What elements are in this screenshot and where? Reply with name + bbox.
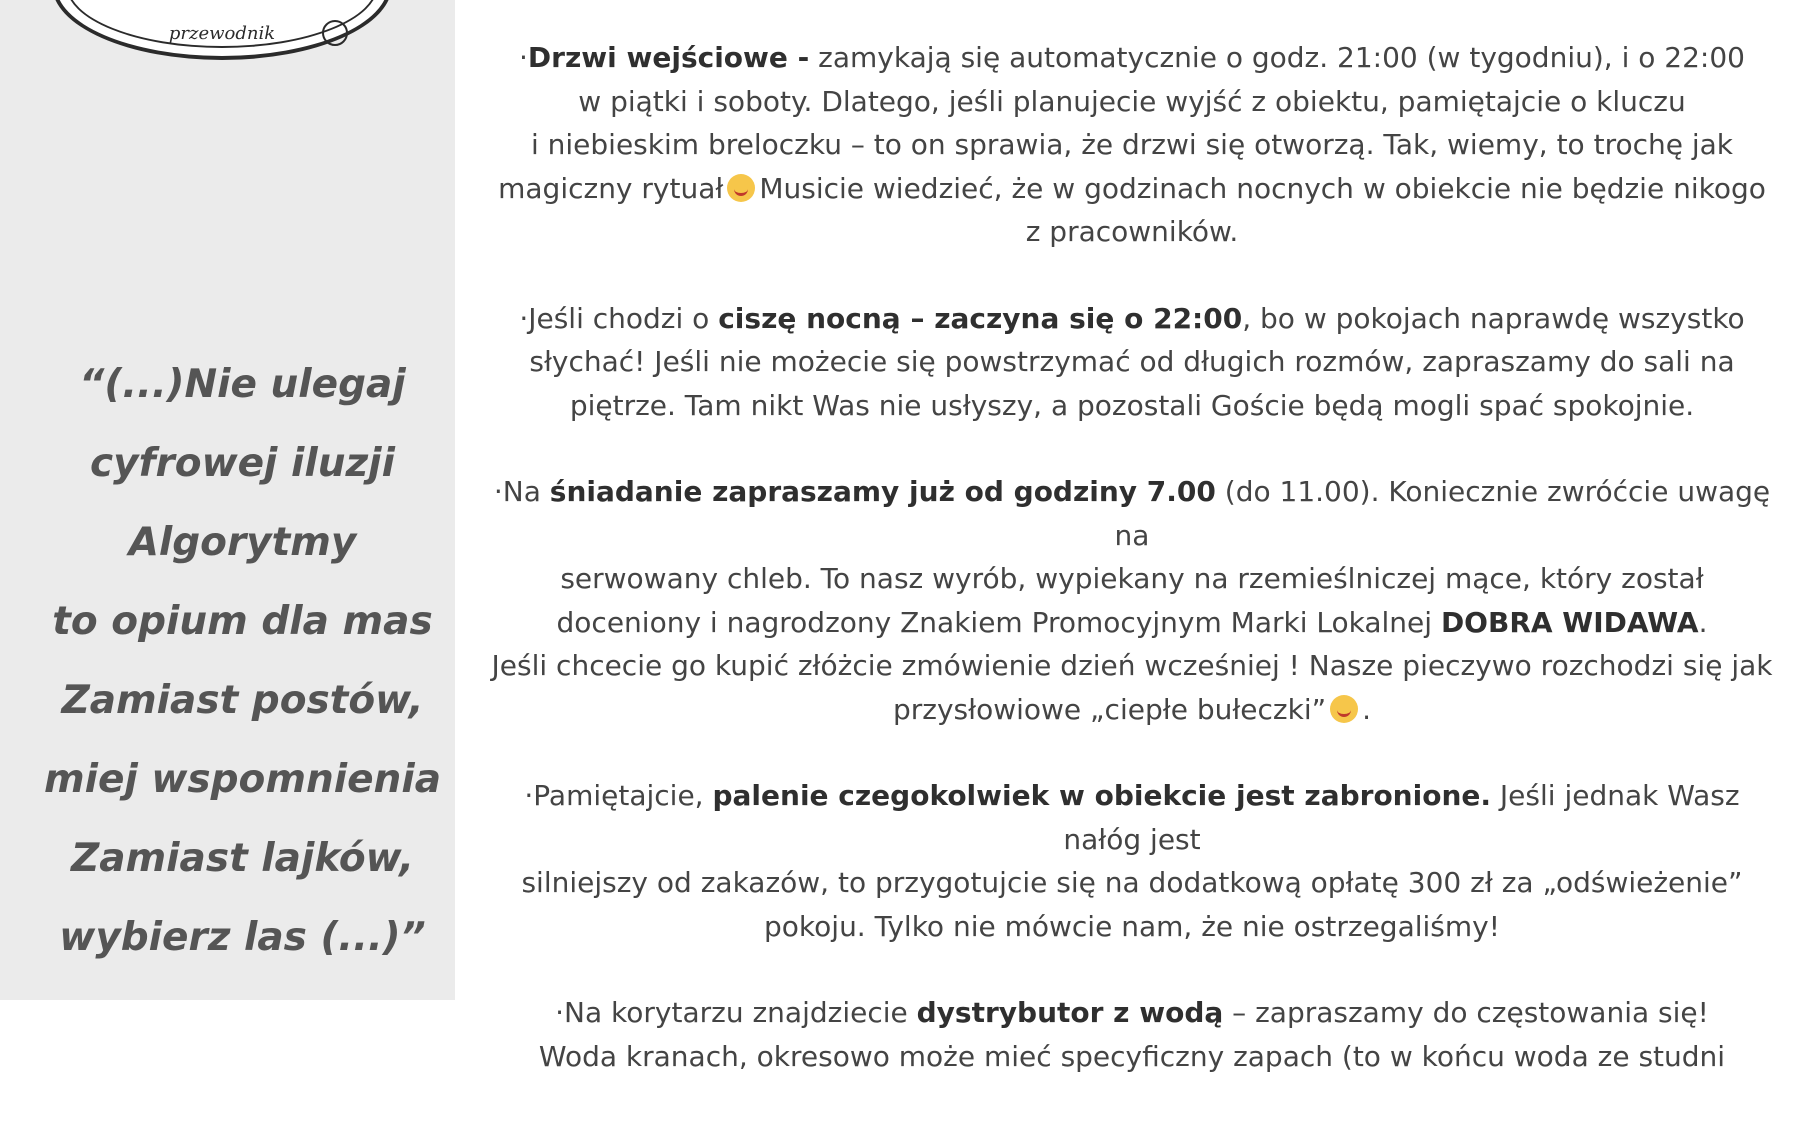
- quote-line: wybierz las (...)”: [59, 915, 426, 960]
- rule-text: serwowany chleb. To nasz wyrób, wypiekany na rzemieślniczej mące, który został: [560, 562, 1704, 595]
- rule-text: pokoju. Tylko nie mówcie nam, że nie ostrzegaliśmy!: [764, 909, 1500, 943]
- rule-prefix: ·Jeśli chodzi o: [519, 301, 719, 335]
- rule-text: .: [1362, 692, 1372, 726]
- rule-text: Jeśli chcecie go kupić złóżcie zmówienie dzień wcześniej ! Nasze pieczywo rozchodzi się jak: [491, 649, 1773, 682]
- quote-line: “(...)Nie ulegaj: [79, 362, 406, 407]
- rule-text: przysłowiowe „ciepłe bułeczki”: [892, 692, 1327, 726]
- rules-content: [482, 36, 1782, 1121]
- quote-line: miej wspomnienia: [43, 757, 442, 802]
- rule-prefix: ·Na: [493, 475, 550, 508]
- rule-text: magiczny rytuał: [498, 171, 724, 205]
- quote-line: cyfrowej iluzji: [90, 441, 395, 486]
- rule-title: Drzwi wejściowe -: [527, 41, 810, 74]
- rule-prefix: ·: [519, 41, 528, 74]
- rule-text: słychać! Jeśli nie możecie się powstrzymać od długich rozmów, zapraszamy do sali na: [529, 345, 1735, 378]
- rule-text: zamykają się automatycznie o godz. 21:00 (w tygodniu), i o 22:00: [809, 41, 1745, 74]
- rule-title: dystrybutor z wodą: [916, 996, 1224, 1029]
- rule-title: palenie czegokolwiek w obiekcie jest zabronione.: [712, 779, 1492, 812]
- quote: [20, 345, 455, 977]
- rule-text: piętrze. Tam nikt Was nie usłyszy, a pozostali Goście będą mogli spać spokojnie.: [569, 388, 1695, 422]
- rule-text: i niebieskim breloczku – to on sprawia, że drzwi się otworzą. Tak, wiemy, to trochę jak: [530, 128, 1734, 161]
- rule-text: .: [1698, 605, 1708, 639]
- logo: [52, 0, 392, 60]
- smiling-face-icon: [727, 174, 755, 202]
- rule-text: (do 11.00). Koniecznie zwróćcie uwagę na: [1114, 475, 1771, 552]
- rule-text: w piątki i soboty. Dlatego, jeśli planujecie wyjść z obiektu, pamiętajcie o kluczu: [578, 84, 1686, 118]
- rule-title: ciszę nocną – zaczyna się o 22:00: [718, 301, 1243, 335]
- logo-text: przewodnik: [168, 23, 276, 44]
- rule-text: Musicie wiedzieć, że w godzinach nocnych w obiekcie nie będzie nikogo: [759, 171, 1766, 205]
- rule-text: doceniony i nagrodzony Znakiem Promocyjnym Marki Lokalnej: [556, 605, 1441, 639]
- rule-prefix: ·Pamiętajcie,: [524, 779, 713, 812]
- rule-prefix: ·Na korytarzu znajdziecie: [555, 996, 917, 1029]
- rule-text: silniejszy od zakazów, to przygotujcie się na dodatkową opłatę 300 zł za „odświeżenie”: [521, 866, 1743, 899]
- brand-name: DOBRA WIDAWA: [1440, 605, 1699, 639]
- rule-title: śniadanie zapraszamy już od godziny 7.00: [549, 475, 1216, 508]
- sidebar-panel: [0, 0, 455, 1000]
- quote-line: Zamiast postów,: [61, 678, 424, 723]
- rule-night-silence: [482, 297, 1782, 428]
- rule-no-smoking: [482, 774, 1782, 948]
- rule-text: z pracowników.: [1025, 215, 1239, 248]
- rule-water-dispenser: [482, 991, 1782, 1078]
- quote-line: to opium dla mas: [52, 599, 433, 644]
- quote-line: Zamiast lajków,: [70, 836, 415, 881]
- logo-emblem-icon: [322, 20, 348, 46]
- rule-text: Jeśli jednak Wasz nałóg jest: [1063, 779, 1740, 856]
- rule-entrance-doors: [482, 36, 1782, 254]
- rule-breakfast: [482, 470, 1782, 731]
- smiling-face-icon: [1330, 695, 1358, 723]
- rule-text: – zapraszamy do częstowania się!: [1223, 996, 1709, 1029]
- rule-text: Woda kranach, okresowo może mieć specyficzny zapach (to w końcu woda ze studni: [538, 1039, 1726, 1073]
- rule-text: , bo w pokojach naprawdę wszystko: [1242, 301, 1745, 335]
- quote-line: Algorytmy: [128, 520, 357, 565]
